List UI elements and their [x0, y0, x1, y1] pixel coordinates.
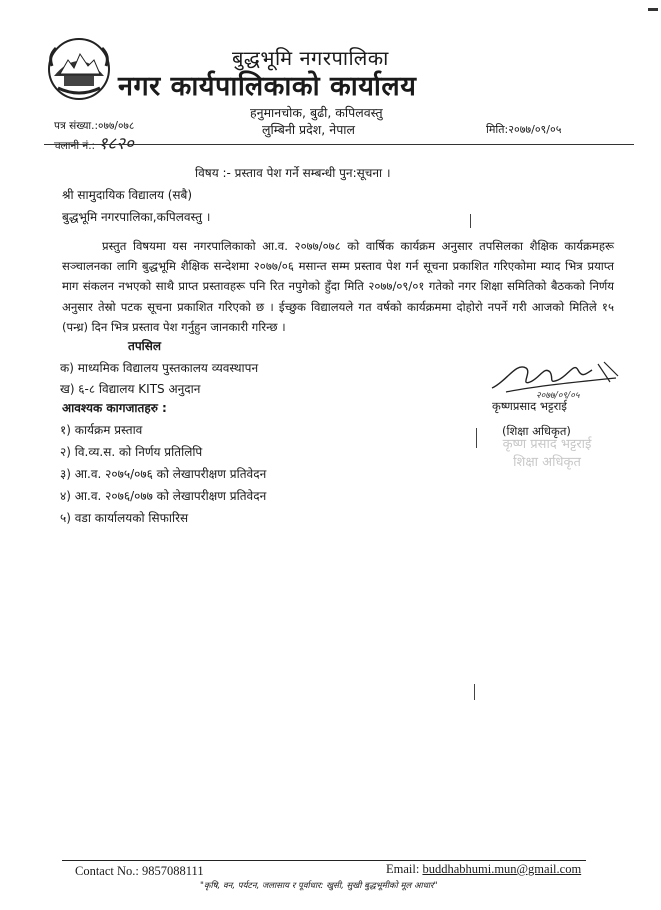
address-line-2: लुम्बिनी प्रदेश, नेपाल [262, 122, 356, 137]
official-stamp [492, 436, 602, 480]
addressee-line-1: श्री सामुदायिक विद्यालय (सबै) [62, 188, 193, 202]
email-link[interactable]: buddhabhumi.mun@gmail.com [422, 862, 582, 876]
pen-mark [470, 214, 471, 228]
signatory-post: (शिक्षा अधिकृत) [502, 424, 571, 438]
doc-item: २) वि.व्य.स. को निर्णय प्रतिलिपि [60, 445, 203, 459]
dispatch-no-value: १८२० [98, 134, 134, 154]
handwritten-signature [486, 352, 626, 400]
doc-item: १) कार्यक्रम प्रस्ताव [60, 423, 143, 437]
footer-email [386, 862, 581, 877]
letter-ref: पत्र संख्या.:०७७/०७८ [54, 120, 135, 132]
dispatch-no [54, 131, 134, 154]
header-divider [44, 144, 634, 145]
address-line-1: हनुमानचोक, बुढी, कपिलवस्तु [250, 105, 383, 120]
letter-body: प्रस्तुत विषयमा यस नगरपालिकाको आ.व. २०७७/०७८ को वार्षिक कार्यक्रम अनुसार तपसिलका शैक्षिक कार्यक्रमहरू सञ्चालनका लागि बुद्धभूमि शैक्षिक सन्देशमा २०७७/०६ मसान्त सम्म प्रस्ताव पेश गर्न सूचना प्रकाशित गरिएकोमा म्याद भित्र प्रयाप्त माग संकलन नभएको साथै प्राप्त प्रस्तावहरू पनि रित नपुगेको हुँदा मिति २०७७/०९/०१ गतेको नगर शिक्षा समितिको बैठकको निर्णय अनुसार तेस्रो पटक सूचना प्रकाशित गरिएको छ । ईच्छुक विद्यालयले गत वर्षको कार्यक्रममा दोहोरो नपर्ने गरी आजको मितिले १५ (पन्ध्र) दिन भित्र प्रस्ताव पेश गर्नुहुन जानकारी गरिन्छ । [62, 239, 614, 334]
municipality-name: बुद्धभूमि नगरपालिका [232, 46, 389, 70]
letter-subject: विषय :- प्रस्ताव पेश गर्ने सम्बन्धी पुन:सूचना । [195, 166, 391, 180]
signatory-name: कृष्णप्रसाद भट्टराई [492, 399, 567, 413]
annex-title: तपसिल [128, 339, 162, 353]
footer-divider [62, 860, 586, 861]
addressee-line-2: बुद्धभूमि नगरपालिका,कपिलवस्तु । [62, 210, 211, 224]
dispatch-no-label: चलानी नं.: [54, 140, 96, 152]
stamp-line-2: शिक्षा अधिकृत [513, 455, 581, 470]
pen-mark [476, 428, 477, 448]
doc-item: ४) आ.व. २०७६/०७७ को लेखापरीक्षण प्रतिवेदन [60, 489, 267, 503]
letter-date: मिति:२०७७/०९/०५ [486, 123, 562, 136]
annex-item: ख) ६-८ विद्यालय KITS अनुदान [60, 382, 201, 396]
pen-mark [474, 684, 475, 700]
annex-item: क) माध्यमिक विद्यालय पुस्तकालय व्यवस्थापन [60, 361, 259, 375]
doc-item: ३) आ.व. २०७५/०७६ को लेखापरीक्षण प्रतिवेदन [60, 467, 267, 481]
office-name: नगर कार्यपालिकाको कार्यालय [118, 71, 417, 102]
email-label: Email: [386, 862, 420, 876]
scan-mark [648, 8, 658, 11]
emblem-icon [46, 36, 112, 102]
doc-item: ५) वडा कार्यालयको सिफारिस [60, 511, 189, 525]
stamp-line-1: कृष्ण प्रसाद भट्टराई [502, 437, 592, 452]
svg-text:२०७७/०९/०५: २०७७/०९/०५ [536, 391, 580, 400]
docs-title: आवश्यक कागजातहरु : [62, 401, 167, 415]
contact-number: Contact No.: 9857088111 [75, 864, 204, 878]
footer-motto: "कृषि, वन, पर्यटन, जलासाय र पूर्वाधार: खुसी, सुखी बुद्धभूमीको मूल आधार" [200, 881, 438, 891]
